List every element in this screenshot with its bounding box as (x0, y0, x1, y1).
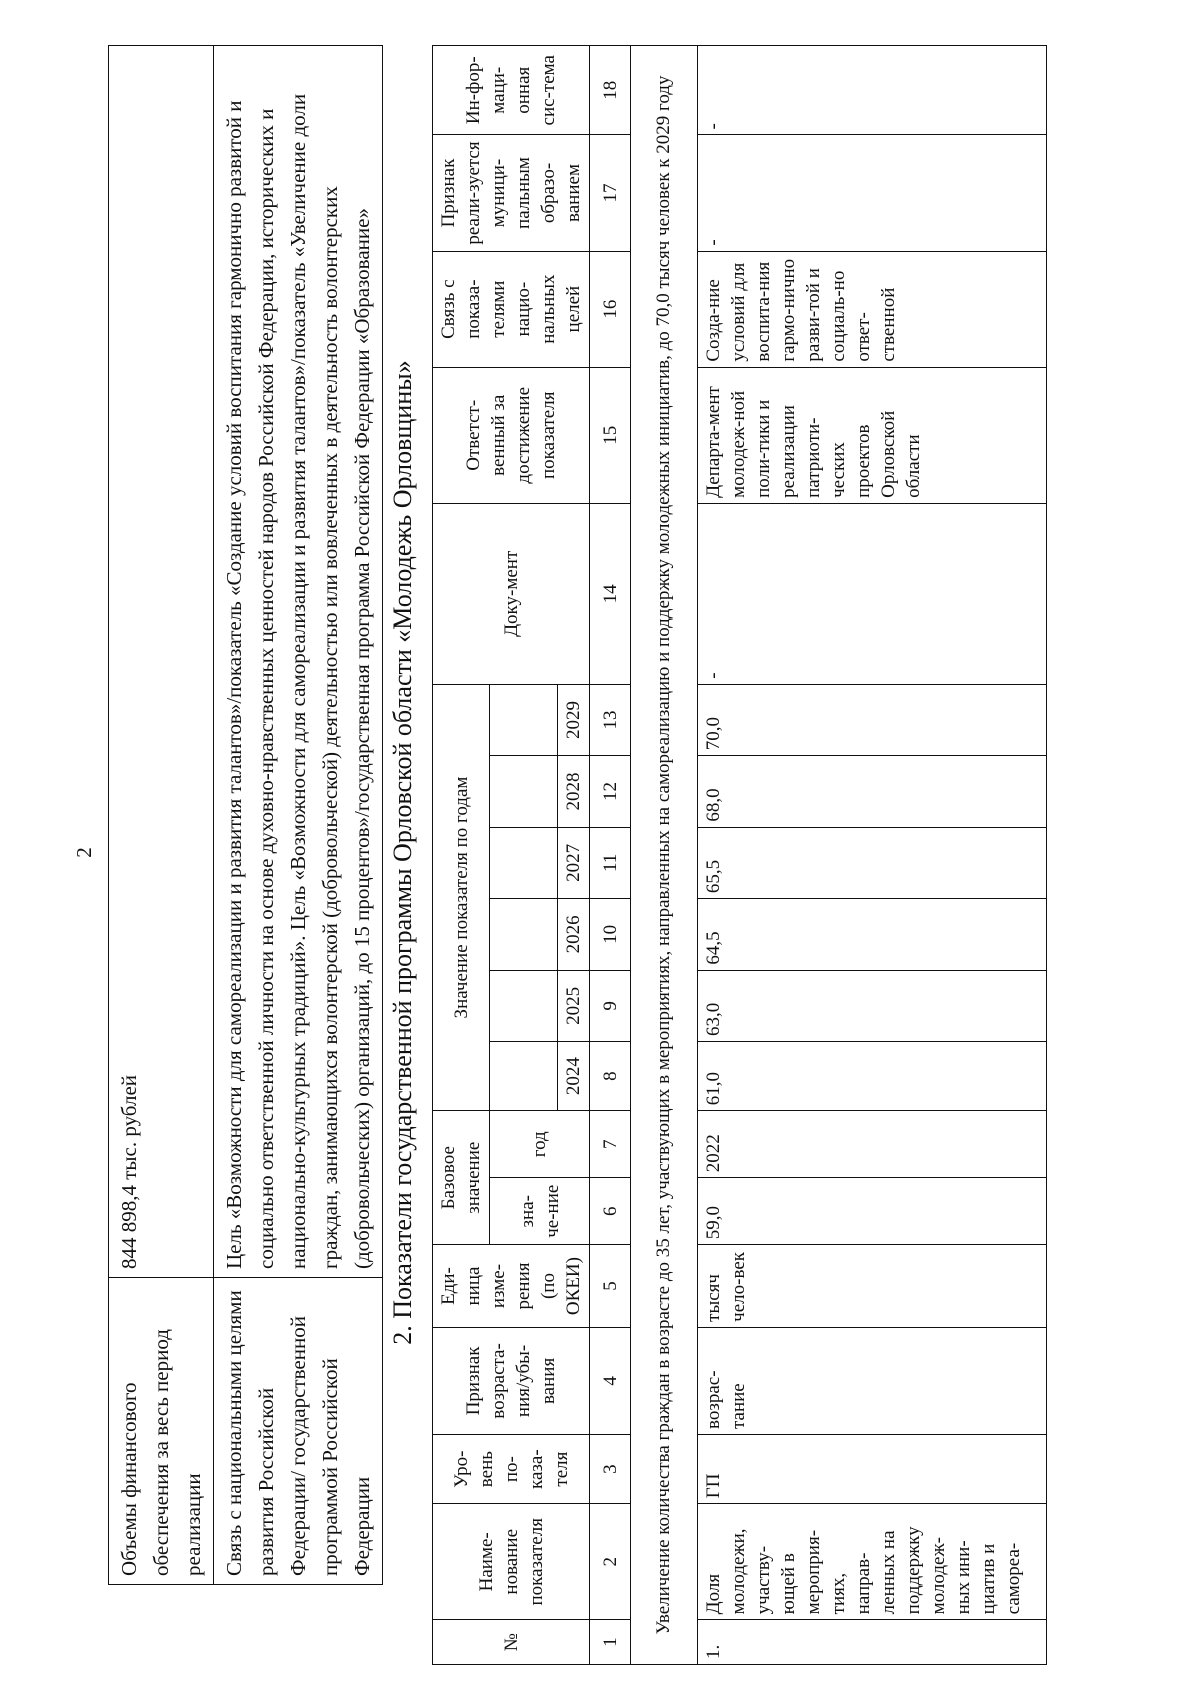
column-number: 5 (590, 1245, 631, 1328)
goal-text: Увеличение количества граждан в возрасте до 35 лет, участвующих в мероприятиях, направленных на самореализацию и поддержку молодежных инициатив, до 70,0 тысяч человек к 2029 году (631, 46, 698, 1665)
row-value-2024: 61,0 (698, 1042, 1047, 1111)
col-header-num: № (433, 1620, 590, 1665)
col-header-year: 2026 (558, 899, 590, 970)
col-header-year: 2028 (558, 756, 590, 827)
row-national-link: Созда-ние условий для воспита-ния гармо-нично разви-той и социаль-но ответ-ственной (698, 251, 1047, 367)
row-responsible: Департа-мент молодеж-ной поли-тики и реализации патриоти-ческих проектов Орловской области (698, 367, 1047, 503)
year-spacer (490, 970, 558, 1041)
column-number: 1 (590, 1620, 631, 1665)
summary-row (109, 46, 214, 1585)
section-title: 2. Показатели государственной программы Орловской области «Молодежь Орловщины» (388, 360, 417, 1345)
col-header-year: 2027 (558, 827, 590, 898)
year-spacer (490, 756, 558, 827)
table-row (698, 46, 1047, 1665)
row-info-system: - (698, 46, 1047, 135)
col-header-year: 2025 (558, 970, 590, 1041)
year-spacer (490, 684, 558, 755)
col-header-base-year: год (490, 1111, 590, 1178)
page-number: 2 (72, 847, 96, 858)
column-number: 18 (590, 46, 631, 135)
col-header-year: 2024 (558, 1042, 590, 1111)
column-number: 3 (590, 1435, 631, 1504)
row-trend: возрас-тание (698, 1327, 1047, 1434)
row-document: - (698, 503, 1047, 684)
col-header-values-by-year: Значение показателя по годам (433, 684, 490, 1110)
row-municipal: - (698, 135, 1047, 251)
summary-label: Объемы финансового обеспечения за весь период реализации (109, 1278, 214, 1585)
column-number: 12 (590, 756, 631, 827)
row-base-year: 2022 (698, 1111, 1047, 1178)
column-number: 13 (590, 684, 631, 755)
column-number: 6 (590, 1178, 631, 1245)
col-header-info-system: Ин-фор-маци-онная сис-тема (433, 46, 590, 135)
col-header-national-link: Связь с показа-телями нацио-нальных целей (433, 251, 590, 367)
col-header-name: Наиме-нование показателя (433, 1504, 590, 1620)
row-name: Доля молодежи, участву-ющей в мероприя-тиях, направ-ленных на поддержку молодеж-ных ини-циатив и самореа- (698, 1504, 1047, 1620)
column-number: 11 (590, 827, 631, 898)
col-header-base-value: зна-че-ние (490, 1178, 590, 1245)
column-number: 2 (590, 1504, 631, 1620)
col-header-base: Базовое значение (433, 1111, 490, 1245)
row-value-2027: 65,5 (698, 827, 1047, 898)
column-number: 17 (590, 135, 631, 251)
col-header-responsible: Ответст-венный за достижение показателя (433, 367, 590, 503)
col-header-unit: Еди-ница изме-рения (по ОКЕИ) (433, 1245, 590, 1328)
summary-row (214, 46, 383, 1585)
column-numbers-row (590, 46, 631, 1665)
col-header-year: 2029 (558, 684, 590, 755)
row-num: 1. (698, 1620, 1047, 1665)
summary-value: 844 898,4 тыс. рублей (109, 46, 214, 1278)
col-header-document: Доку-мент (433, 503, 590, 684)
goal-row (631, 46, 698, 1665)
row-level: ГП (698, 1435, 1047, 1504)
summary-label: Связь с национальными целями развития Российской Федерации/ государственной программой Российской Федерации (214, 1278, 383, 1585)
column-number: 10 (590, 899, 631, 970)
column-number: 7 (590, 1111, 631, 1178)
column-number: 9 (590, 970, 631, 1041)
column-number: 15 (590, 367, 631, 503)
row-unit: тысяч чело-век (698, 1245, 1047, 1328)
year-spacer (490, 827, 558, 898)
summary-value: Цель «Возможности для самореализации и развития талантов»/показатель «Создание условий воспитания гармонично развитой и социально ответственной личности на основе духовно-нравственных ценностей народов Российской Федерации, исторических и национально-культурных традиций». Цель «Возможности для самореализации и развития талантов»/показатель «Увеличение доли граждан, занимающихся волонтерской (добровольческой) деятельностью или вовлеченных в деятельность волонтерских (добровольческих) организаций, до 15 процентов»/государственная программа Российской Федерации «Образование» (214, 46, 383, 1278)
column-number: 4 (590, 1327, 631, 1434)
year-spacer (490, 899, 558, 970)
row-base-value: 59,0 (698, 1178, 1047, 1245)
header-row (433, 46, 490, 1665)
program-summary-table (108, 45, 383, 1585)
col-header-municipal: Признак реали-зуется муници-пальным образо-ванием (433, 135, 590, 251)
row-value-2029: 70,0 (698, 684, 1047, 755)
column-number: 8 (590, 1042, 631, 1111)
row-value-2028: 68,0 (698, 756, 1047, 827)
col-header-level: Уро-вень по-каза-теля (433, 1435, 590, 1504)
row-value-2025: 63,0 (698, 970, 1047, 1041)
column-number: 16 (590, 251, 631, 367)
indicators-table (432, 45, 1047, 1665)
row-value-2026: 64,5 (698, 899, 1047, 970)
col-header-trend: Признак возраста-ния/убы-вания (433, 1327, 590, 1434)
year-spacer (490, 1042, 558, 1111)
column-number: 14 (590, 503, 631, 684)
